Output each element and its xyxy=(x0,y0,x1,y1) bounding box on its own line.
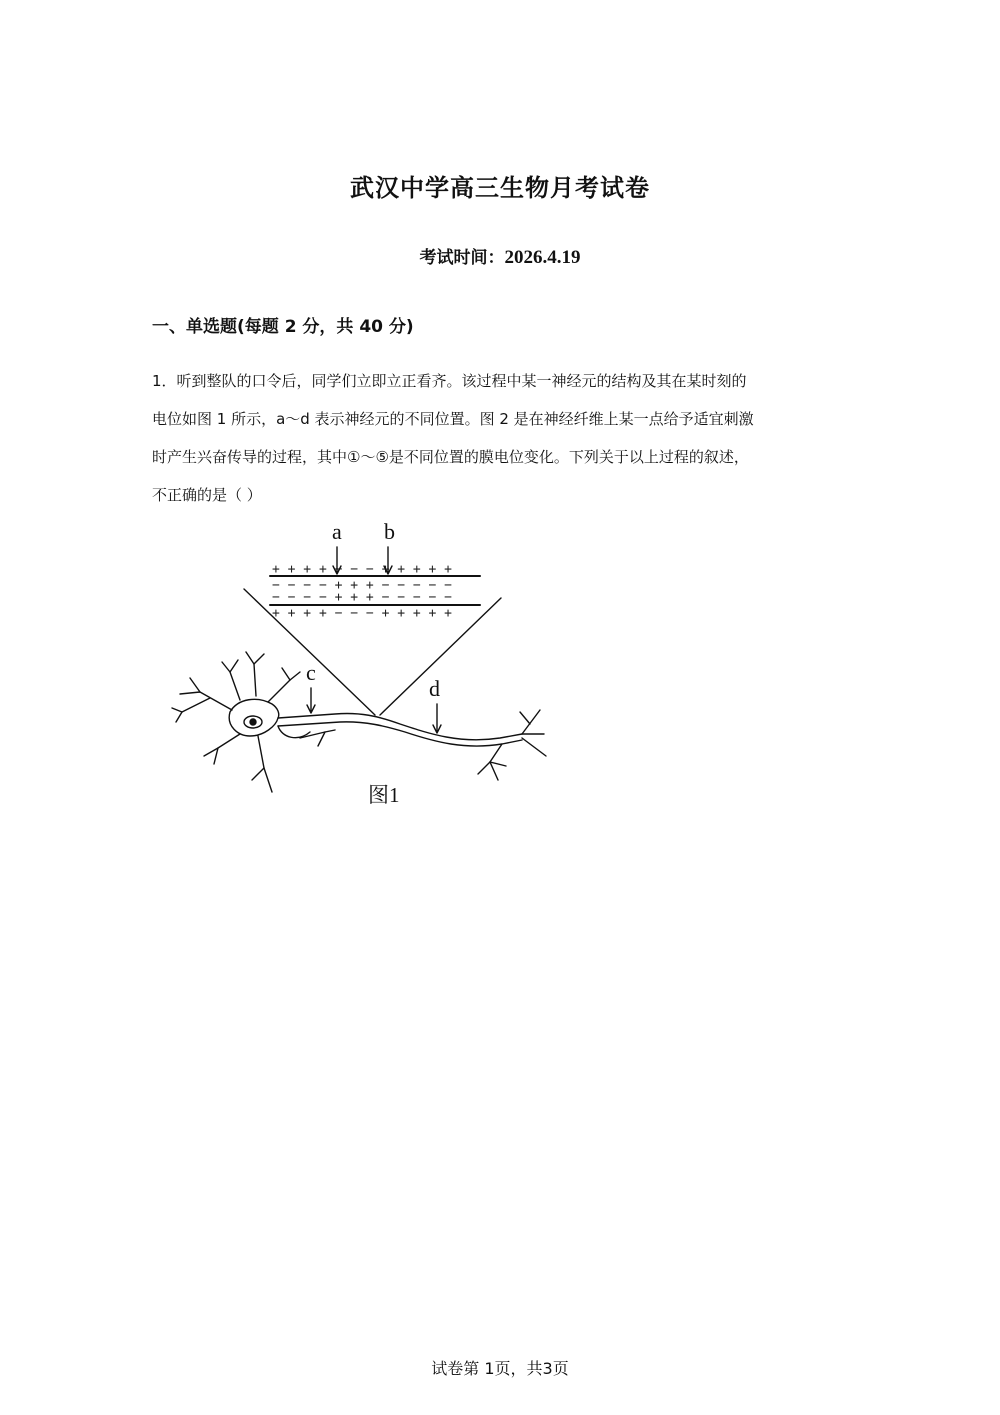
neuron-drawing xyxy=(172,652,546,792)
question-line: 不正确的是（ ） xyxy=(152,486,262,504)
charge-row-inner-top: − − − − + + + − − − − − xyxy=(272,578,453,593)
label-a: a xyxy=(332,519,342,544)
exam-date: 2026.4.19 xyxy=(504,247,581,268)
neuron-figure xyxy=(160,512,560,812)
exam-time-label: 考试时间： xyxy=(419,248,505,268)
figure-caption: 图1 xyxy=(368,783,400,807)
charge-row-outer-bottom: + + + + − − − + + + + + xyxy=(272,606,453,621)
membrane-inset xyxy=(270,562,480,621)
label-c: c xyxy=(306,660,316,685)
section-heading: 一、单选题(每题 2 分，共 40 分) xyxy=(152,317,414,337)
question-line: 电位如图 1 所示，a～d 表示神经元的不同位置。图 2 是在神经纤维上某一点给予适宜刺激 xyxy=(152,410,754,428)
question-line: 时产生兴奋传导的过程，其中①～⑤是不同位置的膜电位变化。下列关于以上过程的叙述， xyxy=(152,448,749,466)
arrow-b xyxy=(384,547,392,574)
question-1 xyxy=(152,362,852,514)
question-line: 1．听到整队的口令后，同学们立即立正看齐。该过程中某一神经元的结构及其在某时刻的 xyxy=(152,372,747,390)
arrow-c xyxy=(307,688,315,713)
charge-row-outer-top: + + + + − − − + + + + + xyxy=(272,562,453,577)
label-b: b xyxy=(384,519,395,544)
arrow-a xyxy=(333,547,341,574)
exam-time xyxy=(0,243,1000,269)
label-d: d xyxy=(429,676,440,701)
page-footer: 试卷第 1页，共3页 xyxy=(431,1359,569,1378)
page-title: 武汉中学高三生物月考试卷 xyxy=(350,174,650,202)
arrow-d xyxy=(433,704,441,733)
charge-row-inner-bottom: − − − − + + + − − − − − xyxy=(272,590,453,605)
